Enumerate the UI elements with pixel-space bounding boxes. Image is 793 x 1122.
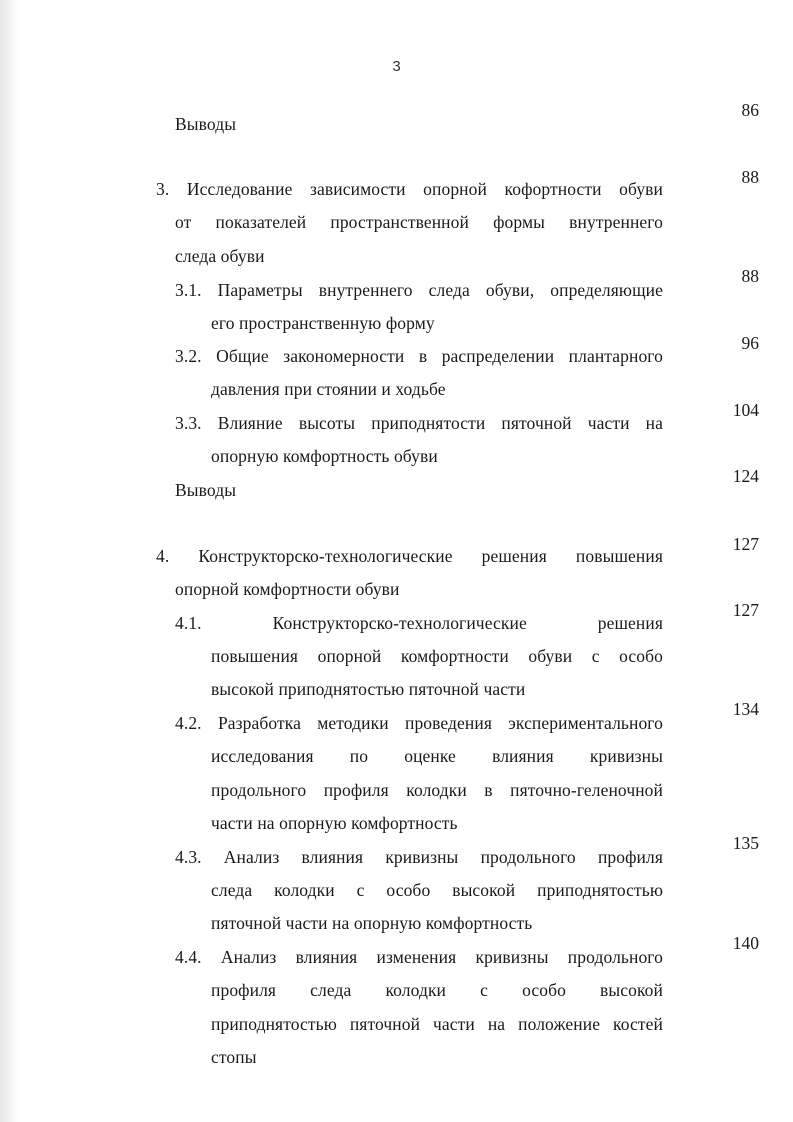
toc-entry-s3-3-line: 3.3. Влияние высоты приподнятости пяточной части на xyxy=(175,413,663,433)
scan-edge-shadow xyxy=(0,0,18,1122)
toc-entry-s3-2-line: 3.2. Общие закономерности в распределении плантарного xyxy=(175,346,663,366)
toc-entry-ch3-conclusions-label: Выводы xyxy=(175,480,237,500)
toc-entry-s4-3-line: пяточной части на опорную комфортность xyxy=(211,913,533,933)
toc-entry-s4-1-line: повышения опорной комфортности обуви с особо xyxy=(211,646,663,666)
toc-entry-s3-3-line: опорную комфортность обуви xyxy=(211,446,438,466)
toc-entry-s4-3-line: следа колодки с особо высокой приподнятостью xyxy=(211,880,663,900)
toc-entry-s4-1-line: 4.1. Конструкторско-технологические решения xyxy=(175,613,663,633)
toc-entry-s3-1-line: его пространственную форму xyxy=(211,313,435,333)
toc-entry-ch3-conclusions-page: 124 xyxy=(732,466,759,486)
toc-entry-s3-1-line: 3.1. Параметры внутреннего следа обуви, определяющие xyxy=(175,280,663,300)
toc-entry-ch4-page: 127 xyxy=(732,534,759,554)
toc-entry-s4-2-line: части на опорную комфортность xyxy=(211,813,458,833)
toc-entry-s3-2-page: 96 xyxy=(741,333,759,353)
toc-entry-s3-3-page: 104 xyxy=(732,400,759,420)
toc-entry-ch2-conclusions-page: 86 xyxy=(741,100,759,120)
toc-entry-s4-2-line: продольного профиля колодки в пяточно-геленочной xyxy=(211,780,663,800)
page-number: 3 xyxy=(392,58,401,75)
toc-entry-ch3-line: следа обуви xyxy=(175,246,265,266)
toc-entry-ch4-line: опорной комфортности обуви xyxy=(175,579,400,599)
toc-entry-ch3-line: 3. Исследование зависимости опорной кофортности обуви xyxy=(156,179,663,199)
toc-entry-ch3-line: от показателей пространственной формы внутреннего xyxy=(175,212,663,232)
toc-entry-ch2-conclusions-label: Выводы xyxy=(175,114,237,134)
toc-entry-s4-4-line: стопы xyxy=(211,1047,257,1067)
toc-entry-s4-4-page: 140 xyxy=(732,933,759,953)
toc-entry-s4-2-page: 134 xyxy=(732,699,759,719)
toc-entry-s4-3-page: 135 xyxy=(732,833,759,853)
toc-entry-s4-1-page: 127 xyxy=(732,600,759,620)
toc-entry-s4-4-line: 4.4. Анализ влияния изменения кривизны продольного xyxy=(175,947,663,967)
toc-entry-s4-2-line: исследования по оценке влияния кривизны xyxy=(211,746,663,766)
toc-entry-s4-2-line: 4.2. Разработка методики проведения экспериментального xyxy=(175,713,663,733)
toc-entry-s4-4-line: профиля следа колодки с особо высокой xyxy=(211,980,663,1000)
toc-entry-s3-1-page: 88 xyxy=(741,266,759,286)
toc-entry-ch3-page: 88 xyxy=(741,167,759,187)
toc-entry-s4-3-line: 4.3. Анализ влияния кривизны продольного профиля xyxy=(175,847,663,867)
toc-entry-s4-1-line: высокой приподнятостью пяточной части xyxy=(211,679,526,699)
toc-entry-ch4-line: 4. Конструкторско-технологические решения повышения xyxy=(156,546,663,566)
toc-entry-s4-4-line: приподнятостью пяточной части на положение костей xyxy=(211,1014,663,1034)
toc-entry-s3-2-line: давления при стоянии и ходьбе xyxy=(211,379,446,399)
